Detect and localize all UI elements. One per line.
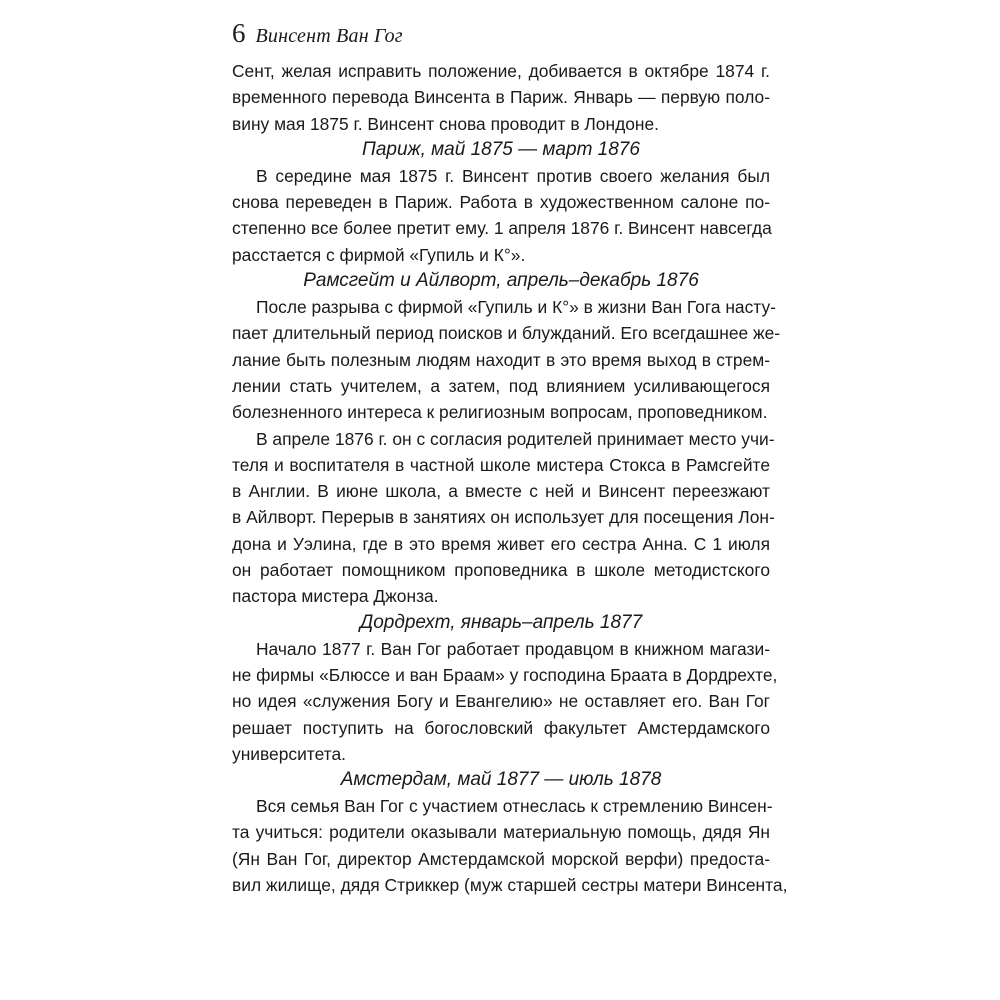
- text-line: вину мая 1875 г. Винсент снова проводит в Лондоне.: [232, 113, 660, 134]
- paragraph: [232, 426, 775, 610]
- text-line: теля и воспитателя в частной школе мистера Стокса в Рамсгейте: [232, 454, 770, 475]
- text-line: степенно все более претит ему. 1 апреля 1876 г. Винсент навсегда: [232, 218, 772, 239]
- text-line: После разрыва с фирмой «Гупиль и К°» в жизни Ван Гога насту-: [256, 297, 776, 318]
- text-line: вил жилище, дядя Стриккер (муж старшей сестры матери Винсента,: [232, 875, 788, 896]
- text-line: В апреле 1876 г. он с согласия родителей принимает место учи-: [256, 428, 775, 449]
- text-line: но идея «служения Богу и Евангелию» не оставляет его. Ван Гог: [232, 691, 770, 712]
- paragraph: [232, 793, 788, 898]
- paragraph: [232, 294, 781, 425]
- text-line: университета.: [232, 743, 346, 764]
- text-line: лении стать учителем, а затем, под влиянием усиливающегося: [232, 375, 770, 396]
- text-line: дона и Уэлина, где в это время живет его сестра Анна. С 1 июля: [232, 533, 770, 554]
- intro-paragraph: [232, 58, 770, 137]
- text-line: временного перевода Винсента в Париж. Январь — первую поло-: [232, 87, 770, 108]
- text-line: лание быть полезным людям находит в это время выход в стрем-: [232, 349, 770, 370]
- running-title: Винсент Ван Гог: [255, 25, 403, 47]
- text-line: решает поступить на богословский факультет Амстердамского: [232, 717, 770, 738]
- text-line: не фирмы «Блюссе и ван Браам» у господина Браата в Дордрехте,: [232, 664, 778, 685]
- text-line: он работает помощником проповедника в школе методистского: [232, 560, 770, 581]
- text-line: В середине мая 1875 г. Винсент против своего желания был: [256, 165, 770, 186]
- text-line: в Айлворт. Перерыв в занятиях он использует для посещения Лон-: [232, 507, 775, 528]
- book-page: [232, 18, 788, 898]
- text-line: Начало 1877 г. Ван Гог работает продавцом в книжном магази-: [256, 638, 770, 659]
- text-line: пает длительный период поисков и блужданий. Его всегдашнее же-: [232, 323, 781, 344]
- text-line: (Ян Ван Гог, директор Амстердамской морской верфи) предоста-: [232, 848, 770, 869]
- text-line: снова переведен в Париж. Работа в художественном салоне по-: [232, 192, 770, 213]
- text-line: пастора мистера Джонза.: [232, 586, 439, 607]
- page-number: 6: [232, 18, 246, 48]
- section-heading-paris: Париж, май 1875 — март 1876: [362, 138, 640, 160]
- text-line: та учиться: родители оказывали материальную помощь, дядя Ян: [232, 822, 770, 843]
- paragraph: [232, 163, 770, 268]
- text-line: болезненного интереса к религиозным вопросам, проповедником.: [232, 402, 768, 423]
- text-line: расстается с фирмой «Гупиль и К°».: [232, 244, 526, 265]
- text-line: в Англии. В июне школа, а вместе с ней и Винсент переезжают: [232, 481, 770, 502]
- section-heading-dordrecht: Дордрехт, январь–апрель 1877: [359, 611, 643, 633]
- text-line: Вся семья Ван Гог с участием отнеслась к стремлению Винсен-: [256, 796, 773, 817]
- running-head: [232, 18, 770, 58]
- section-heading-amsterdam: Амстердам, май 1877 — июль 1878: [340, 769, 662, 791]
- paragraph: [232, 636, 778, 767]
- body-text: [232, 58, 788, 898]
- text-line: Сент, желая исправить положение, добивается в октябре 1874 г.: [232, 61, 770, 81]
- section-heading-ramsgate: Рамсгейт и Айлворт, апрель–декабрь 1876: [303, 270, 699, 292]
